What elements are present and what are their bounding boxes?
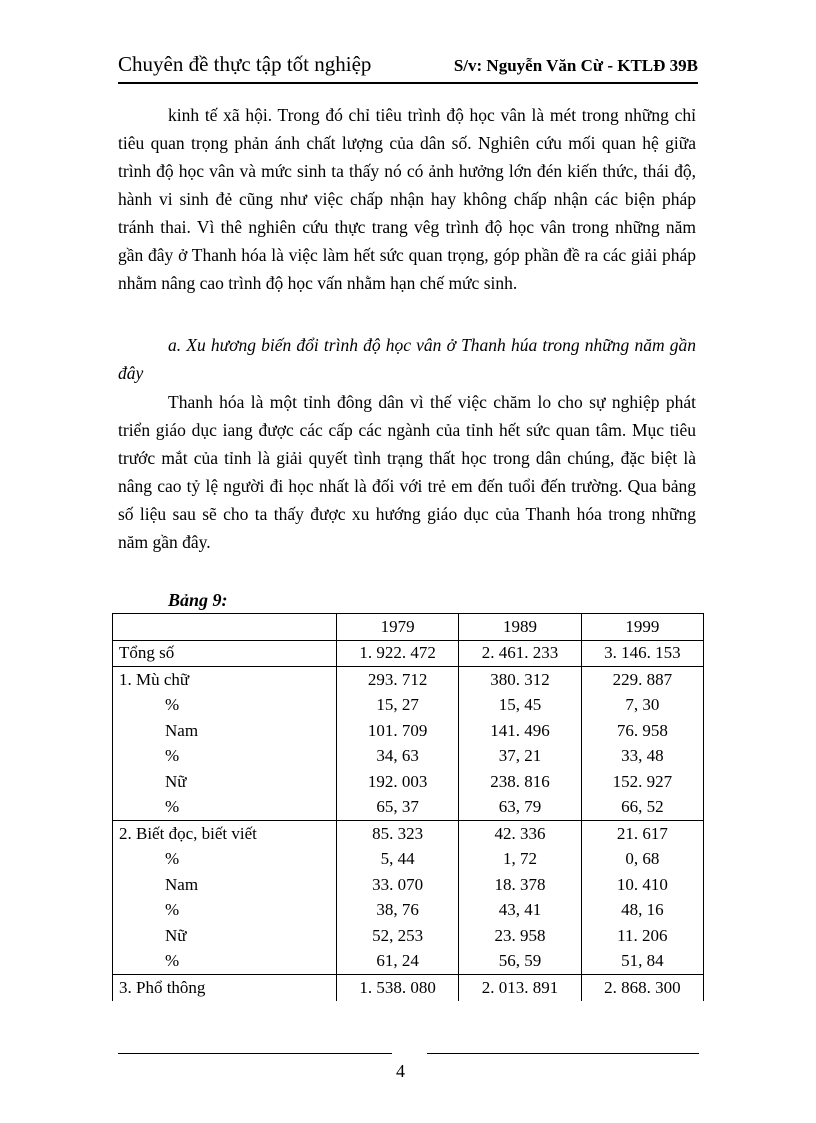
row-label: 1. Mù chữ: [113, 667, 337, 693]
table-cell: 56, 59: [459, 949, 581, 975]
table-cell: 1. 922. 472: [337, 640, 459, 667]
table-cell: 15, 45: [459, 693, 581, 719]
table-row: [113, 769, 704, 795]
year-header: 1999: [581, 614, 703, 641]
row-label: 3. Phổ thông: [113, 975, 337, 1001]
table-row: [113, 718, 704, 744]
education-table: [112, 613, 704, 1001]
row-label: Nam: [113, 872, 337, 898]
section-heading-a: a. Xu hương biến đổi trình độ học vân ở Thanh húa trong những năm gần đây: [118, 335, 696, 383]
page-header: [118, 52, 698, 84]
table-cell: 76. 958: [581, 718, 703, 744]
table-cell: 101. 709: [337, 718, 459, 744]
table-cell: 1. 538. 080: [337, 975, 459, 1001]
table-cell: 7, 30: [581, 693, 703, 719]
footer-rule-right: [427, 1053, 699, 1054]
table-corner-cell: [113, 614, 337, 641]
year-header: 1989: [459, 614, 581, 641]
table-row: [113, 795, 704, 821]
table-row: [113, 898, 704, 924]
table-cell: 192. 003: [337, 769, 459, 795]
table-cell: 238. 816: [459, 769, 581, 795]
row-label: %: [113, 693, 337, 719]
table-cell: 380. 312: [459, 667, 581, 693]
table-cell: 66, 52: [581, 795, 703, 821]
table-cell: 65, 37: [337, 795, 459, 821]
table-cell: 3. 146. 153: [581, 640, 703, 667]
table-cell: 85. 323: [337, 821, 459, 847]
footer-rule-left: [118, 1053, 392, 1054]
paragraph-1: kinh tế xã hội. Trong đó chỉ tiêu trình độ học vân là mét trong những chỉ tiêu quan trọng phản ánh chất lượng của dân số. Nghiên cứu mối quan hệ giữa trình độ học vân và mức sinh ta thấy nó có ảnh hưởng lớn đén kiến thức, thái độ, hành vi sinh đẻ cũng như việc chấp nhận hay không chấp nhận các biện pháp tránh thai. Vì thê nghiên cứu thực trang vêg trình độ học vân trong những năm gần đây ở Thanh hóa là việc làm hết sức quan trọng, góp phần đề ra các giải pháp nhằm nâng cao trình độ học vấn nhằm hạn chế mức sinh.: [118, 105, 696, 293]
table-row: [113, 667, 704, 693]
table-row: [113, 640, 704, 667]
table-cell: 48, 16: [581, 898, 703, 924]
table-cell: 18. 378: [459, 872, 581, 898]
table-row: [113, 847, 704, 873]
table-cell: 10. 410: [581, 872, 703, 898]
table-row: [113, 872, 704, 898]
row-label: Nữ: [113, 769, 337, 795]
document-title: Chuyên đề thực tập tốt nghiệp: [118, 52, 372, 76]
table-cell: 5, 44: [337, 847, 459, 873]
table-cell: 293. 712: [337, 667, 459, 693]
table-cell: 229. 887: [581, 667, 703, 693]
author-info: S/v: Nguyễn Văn Cừ - KTLĐ 39B: [453, 56, 698, 75]
row-label: Nữ: [113, 923, 337, 949]
table-cell: 63, 79: [459, 795, 581, 821]
table-row: [113, 975, 704, 1001]
row-label: 2. Biết đọc, biết viết: [113, 821, 337, 847]
table-cell: 34, 63: [337, 744, 459, 770]
table-cell: 42. 336: [459, 821, 581, 847]
row-label: Tổng số: [113, 640, 337, 667]
row-label: %: [113, 795, 337, 821]
table-row: [113, 821, 704, 847]
row-label: Nam: [113, 718, 337, 744]
paragraph-2: Thanh hóa là một tỉnh đông dân vì thế việc chăm lo cho sự nghiệp phát triển giáo dục iang được các cấp các ngành của tỉnh hết sức quan tâm. Mục tiêu trước mắt của tỉnh là giải quyết tình trạng thất học trong dân chúng, đặc biệt là nâng cao tỷ lệ người đi học nhất là đối với trẻ em đến tuổi đến trường. Qua bảng số liệu sau sẽ cho ta thấy được xu hướng giáo dục của Thanh hóa trong những năm gần đây.: [118, 392, 696, 552]
table-row: [113, 923, 704, 949]
row-label: %: [113, 847, 337, 873]
table-cell: 141. 496: [459, 718, 581, 744]
table-cell: 33, 48: [581, 744, 703, 770]
row-label: %: [113, 898, 337, 924]
table-cell: 43, 41: [459, 898, 581, 924]
table-cell: 21. 617: [581, 821, 703, 847]
table-cell: 0, 68: [581, 847, 703, 873]
table-cell: 152. 927: [581, 769, 703, 795]
table-cell: 33. 070: [337, 872, 459, 898]
table-cell: 37, 21: [459, 744, 581, 770]
table-row: [113, 744, 704, 770]
table-cell: 1, 72: [459, 847, 581, 873]
table-caption: Bảng 9:: [168, 590, 228, 610]
table-cell: 2. 013. 891: [459, 975, 581, 1001]
table-cell: 51, 84: [581, 949, 703, 975]
table-row: [113, 693, 704, 719]
table-row: [113, 949, 704, 975]
row-label: %: [113, 949, 337, 975]
table-cell: 23. 958: [459, 923, 581, 949]
table-cell: 15, 27: [337, 693, 459, 719]
table-header-row: [113, 614, 704, 641]
year-header: 1979: [337, 614, 459, 641]
table-cell: 52, 253: [337, 923, 459, 949]
table-cell: 38, 76: [337, 898, 459, 924]
table-cell: 61, 24: [337, 949, 459, 975]
table-cell: 11. 206: [581, 923, 703, 949]
table-cell: 2. 868. 300: [581, 975, 703, 1001]
row-label: %: [113, 744, 337, 770]
table-cell: 2. 461. 233: [459, 640, 581, 667]
page-number: 4: [396, 1061, 405, 1081]
